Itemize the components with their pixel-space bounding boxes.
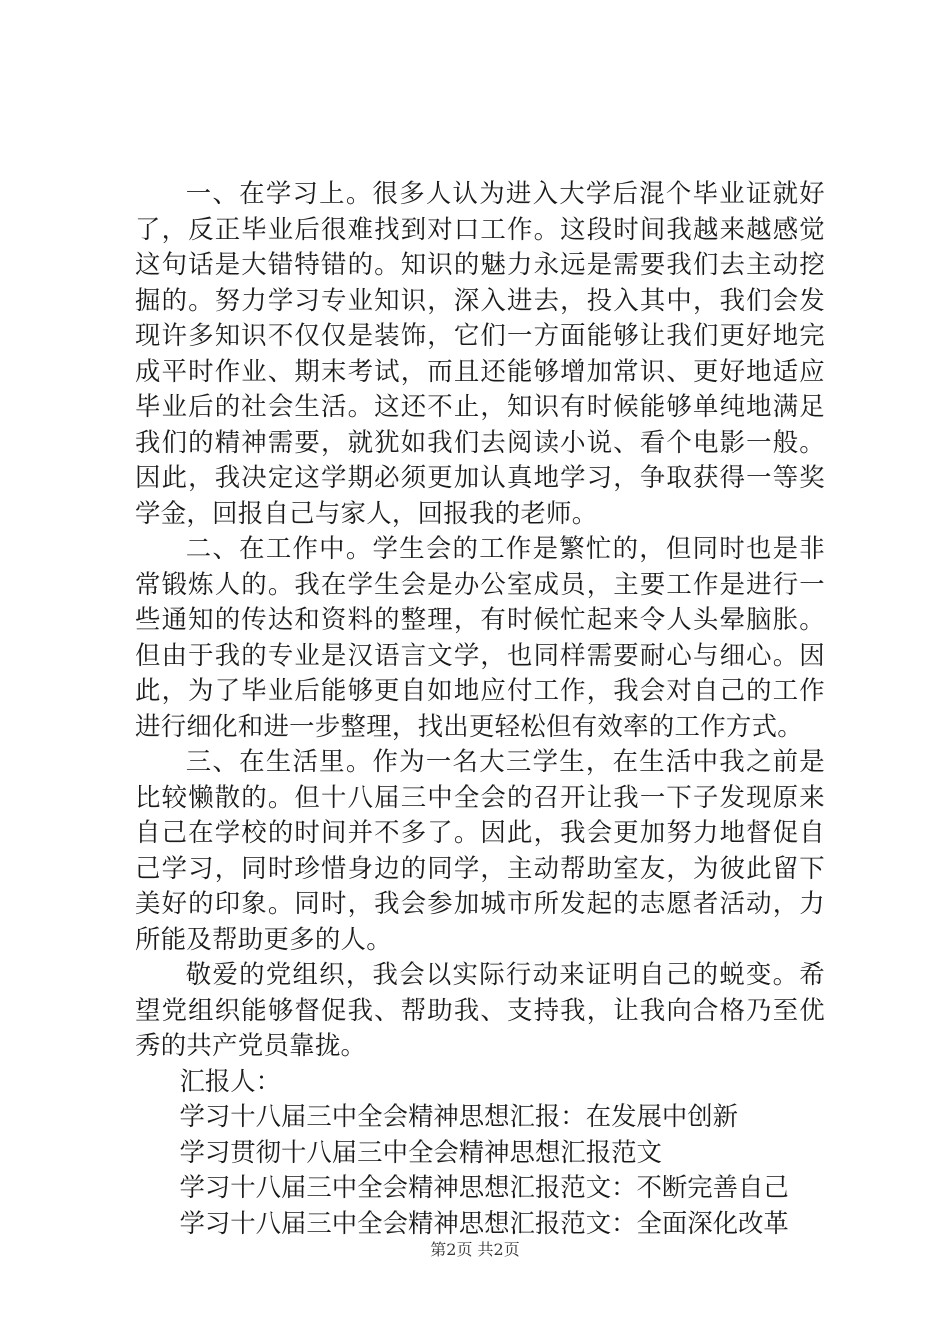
page-number-footer: 第2页 共2页: [430, 1240, 520, 1259]
related-link[interactable]: 学习十八届三中全会精神思想汇报：在发展中创新: [179, 1101, 739, 1131]
related-links-list: [135, 1099, 825, 1241]
related-link[interactable]: 学习贯彻十八届三中全会精神思想汇报范文: [179, 1136, 662, 1167]
paragraph-study: 一、在学习上。很多人认为进入大学后混个毕业证就好了，反正毕业后很难找到对口工作。这段时间我越来越感觉这句话是大错特错的。知识的魅力永远是需要我们去主动挖掘的。努力学习专业知识，深入进去，投入其中，我们会发现许多知识不仅仅是装饰，它们一方面能够让我们更好地完成平时作业、期末考试，而且还能够增加常识、更好地适应毕业后的社会生活。这还不止，知识有时候能够单纯地满足我们的精神需要，就犹如我们去阅读小说、看个电影一般。因此，我决定这学期必须更加认真地学习，争取获得一等奖学金，回报自己与家人，回报我的老师。: [135, 178, 825, 528]
signature-label: 汇报人：: [179, 1065, 281, 1096]
paragraph-work: 二、在工作中。学生会的工作是繁忙的，但同时也是非常锻炼人的。我在学生会是办公室成员，主要工作是进行一些通知的传达和资料的整理，有时候忙起来令人头晕脑胀。但由于我的专业是汉语言文学，也同样需要耐心与细心。因此，为了毕业后能够更自如地应付工作，我会对自己的工作进行细化和进一步整理，找出更轻松但有效率的工作方式。: [135, 533, 825, 741]
related-link[interactable]: 学习十八届三中全会精神思想汇报范文：全面深化改革: [179, 1207, 789, 1238]
document-body: [135, 176, 825, 1241]
paragraph-life: 三、在生活里。作为一名大三学生，在生活中我之前是比较懒散的。但十八届三中全会的召开让我一下子发现原来自己在学校的时间并不多了。因此，我会更加努力地督促自己学习，同时珍惜身边的同学，主动帮助室友，为彼此留下美好的印象。同时，我会参加城市所发起的志愿者活动，力所能及帮助更多的人。: [135, 746, 825, 954]
related-link[interactable]: 学习十八届三中全会精神思想汇报范文：不断完善自己: [179, 1172, 789, 1202]
paragraph-closing: 敬爱的党组织，我会以实际行动来证明自己的蜕变。希望党组织能够督促我、帮助我、支持我，让我向合格乃至优秀的共产党员靠拢。: [135, 959, 825, 1060]
